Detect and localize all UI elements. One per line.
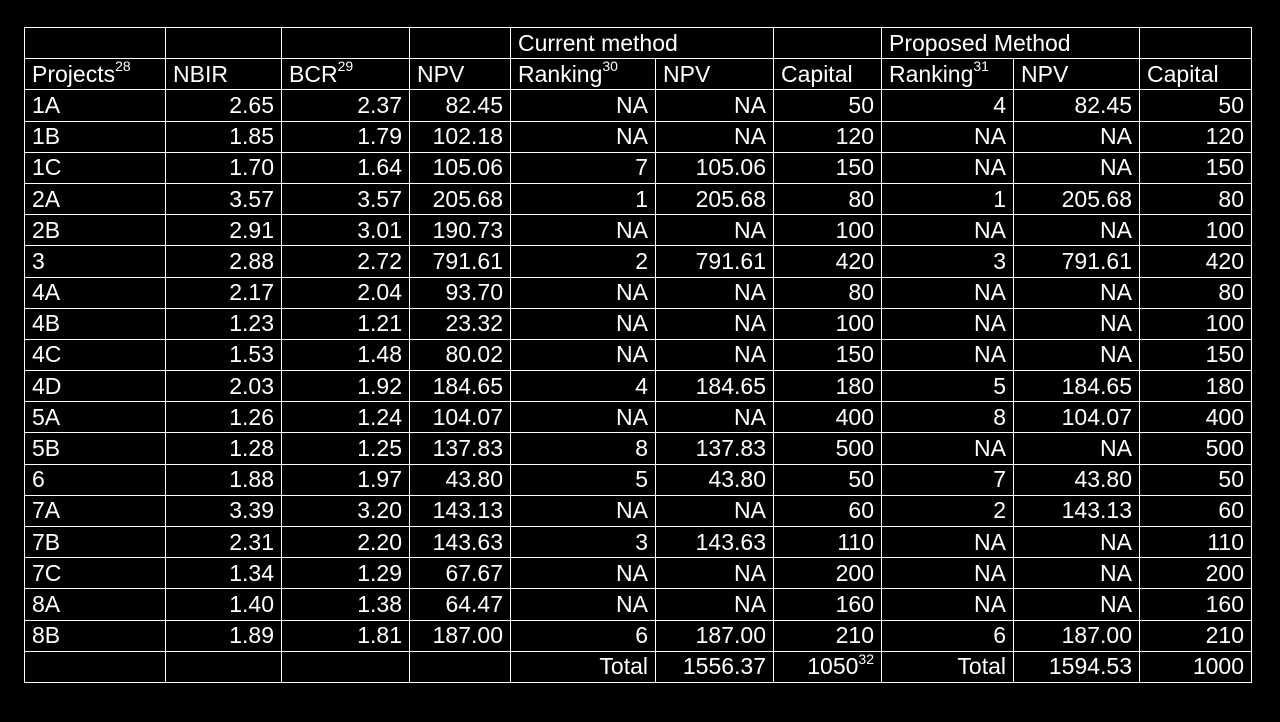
nbir-cell: 1.53 bbox=[166, 339, 282, 370]
bcr-cell: 3.57 bbox=[282, 183, 410, 214]
current-npv-cell: NA bbox=[656, 308, 774, 339]
current-ranking-cell: 8 bbox=[511, 433, 656, 464]
table-row bbox=[25, 121, 1252, 152]
project-cell: 5B bbox=[25, 433, 166, 464]
proposed-ranking-cell: NA bbox=[882, 527, 1014, 558]
proposed-ranking-cell: NA bbox=[882, 215, 1014, 246]
current-ranking-cell: 4 bbox=[511, 371, 656, 402]
proposed-npv-cell: 43.80 bbox=[1014, 464, 1140, 495]
proposed-capital-cell: 400 bbox=[1140, 402, 1252, 433]
projects-header bbox=[25, 59, 166, 90]
proposed-npv-cell: NA bbox=[1014, 277, 1140, 308]
proposed-ranking-cell: 4 bbox=[882, 90, 1014, 121]
proposed-capital-cell: 100 bbox=[1140, 308, 1252, 339]
group-header-row bbox=[25, 28, 1252, 59]
current-total-capital bbox=[774, 651, 882, 682]
proposed-ranking-cell: NA bbox=[882, 589, 1014, 620]
footnote-marker: 28 bbox=[115, 58, 131, 75]
proposed-ranking-cell: 2 bbox=[882, 495, 1014, 526]
npv-cell: 93.70 bbox=[410, 277, 511, 308]
current-npv-cell: 137.83 bbox=[656, 433, 774, 464]
bcr-cell: 1.92 bbox=[282, 371, 410, 402]
proposed-capital-cell: 60 bbox=[1140, 495, 1252, 526]
npv-cell: 205.68 bbox=[410, 183, 511, 214]
project-cell: 5A bbox=[25, 402, 166, 433]
current-npv-cell: 143.63 bbox=[656, 527, 774, 558]
proposed-capital-cell: 110 bbox=[1140, 527, 1252, 558]
current-ranking-cell: NA bbox=[511, 277, 656, 308]
table-row bbox=[25, 308, 1252, 339]
empty-header-cell bbox=[25, 28, 166, 59]
proposed-npv-cell: 104.07 bbox=[1014, 402, 1140, 433]
proposed-capital-cell: 80 bbox=[1140, 277, 1252, 308]
current-capital-cell: 160 bbox=[774, 589, 882, 620]
empty-total-cell bbox=[25, 651, 166, 682]
current-capital-cell: 210 bbox=[774, 620, 882, 651]
npv-cell: 64.47 bbox=[410, 589, 511, 620]
proposed-npv-cell: NA bbox=[1014, 339, 1140, 370]
nbir-cell: 1.28 bbox=[166, 433, 282, 464]
npv-cell: 82.45 bbox=[410, 90, 511, 121]
proposed-npv-cell: NA bbox=[1014, 433, 1140, 464]
current-ranking-cell: 6 bbox=[511, 620, 656, 651]
bcr-cell: 1.97 bbox=[282, 464, 410, 495]
bcr-cell: 1.29 bbox=[282, 558, 410, 589]
proposed-npv-cell: NA bbox=[1014, 121, 1140, 152]
bcr-header bbox=[282, 59, 410, 90]
nbir-cell: 1.85 bbox=[166, 121, 282, 152]
current-ranking-cell: 5 bbox=[511, 464, 656, 495]
nbir-cell: 1.70 bbox=[166, 152, 282, 183]
npv-cell: 23.32 bbox=[410, 308, 511, 339]
nbir-header: NBIR bbox=[166, 59, 282, 90]
current-ranking-cell: NA bbox=[511, 308, 656, 339]
proposed-npv-cell: 82.45 bbox=[1014, 90, 1140, 121]
npv-cell: 184.65 bbox=[410, 371, 511, 402]
project-cell: 4B bbox=[25, 308, 166, 339]
npv-cell: 143.63 bbox=[410, 527, 511, 558]
empty-header-cell bbox=[166, 28, 282, 59]
proposed-ranking-cell: 1 bbox=[882, 183, 1014, 214]
proposed-npv-cell: NA bbox=[1014, 215, 1140, 246]
nbir-cell: 1.34 bbox=[166, 558, 282, 589]
current-ranking-cell: NA bbox=[511, 589, 656, 620]
current-total-npv: 1556.37 bbox=[656, 651, 774, 682]
current-npv-cell: NA bbox=[656, 495, 774, 526]
table-row bbox=[25, 620, 1252, 651]
current-npv-cell: 184.65 bbox=[656, 371, 774, 402]
project-cell: 1A bbox=[25, 90, 166, 121]
table-row bbox=[25, 371, 1252, 402]
npv-cell: 105.06 bbox=[410, 152, 511, 183]
current-capital-header: Capital bbox=[774, 59, 882, 90]
project-cell: 3 bbox=[25, 246, 166, 277]
nbir-cell: 1.40 bbox=[166, 589, 282, 620]
empty-header-cell bbox=[1140, 28, 1252, 59]
proposed-ranking-cell: NA bbox=[882, 152, 1014, 183]
proposed-npv-cell: NA bbox=[1014, 152, 1140, 183]
current-npv-cell: NA bbox=[656, 90, 774, 121]
table-row bbox=[25, 495, 1252, 526]
current-npv-cell: 791.61 bbox=[656, 246, 774, 277]
current-npv-cell: 187.00 bbox=[656, 620, 774, 651]
proposed-capital-cell: 150 bbox=[1140, 152, 1252, 183]
proposed-npv-cell: NA bbox=[1014, 308, 1140, 339]
current-capital-cell: 200 bbox=[774, 558, 882, 589]
proposed-capital-cell: 180 bbox=[1140, 371, 1252, 402]
npv-header: NPV bbox=[410, 59, 511, 90]
proposed-capital-cell: 50 bbox=[1140, 90, 1252, 121]
empty-total-cell bbox=[166, 651, 282, 682]
nbir-cell: 2.03 bbox=[166, 371, 282, 402]
bcr-header-label: BCR bbox=[289, 60, 338, 87]
current-ranking-cell: NA bbox=[511, 495, 656, 526]
current-npv-header: NPV bbox=[656, 59, 774, 90]
bcr-cell: 1.38 bbox=[282, 589, 410, 620]
totals-row bbox=[25, 651, 1252, 682]
proposed-ranking-cell: 3 bbox=[882, 246, 1014, 277]
proposed-ranking-cell: NA bbox=[882, 121, 1014, 152]
nbir-cell: 2.17 bbox=[166, 277, 282, 308]
comparison-table-wrapper bbox=[24, 27, 1252, 683]
table-row bbox=[25, 90, 1252, 121]
nbir-cell: 2.65 bbox=[166, 90, 282, 121]
current-npv-cell: 43.80 bbox=[656, 464, 774, 495]
current-capital-cell: 80 bbox=[774, 277, 882, 308]
proposed-ranking-cell: 6 bbox=[882, 620, 1014, 651]
nbir-cell: 3.57 bbox=[166, 183, 282, 214]
current-npv-cell: NA bbox=[656, 558, 774, 589]
proposed-method-group-header: Proposed Method bbox=[882, 28, 1140, 59]
bcr-cell: 1.25 bbox=[282, 433, 410, 464]
table-row bbox=[25, 215, 1252, 246]
proposed-ranking-cell: NA bbox=[882, 277, 1014, 308]
project-ranking-table bbox=[24, 27, 1252, 683]
empty-header-cell bbox=[410, 28, 511, 59]
empty-total-cell bbox=[410, 651, 511, 682]
current-capital-cell: 150 bbox=[774, 152, 882, 183]
npv-cell: 137.83 bbox=[410, 433, 511, 464]
current-capital-cell: 120 bbox=[774, 121, 882, 152]
table-row bbox=[25, 402, 1252, 433]
proposed-capital-cell: 120 bbox=[1140, 121, 1252, 152]
current-capital-cell: 100 bbox=[774, 308, 882, 339]
projects-header-label: Projects bbox=[32, 60, 116, 87]
npv-cell: 791.61 bbox=[410, 246, 511, 277]
current-npv-cell: NA bbox=[656, 402, 774, 433]
proposed-ranking-cell: NA bbox=[882, 339, 1014, 370]
proposed-capital-cell: 420 bbox=[1140, 246, 1252, 277]
project-cell: 1B bbox=[25, 121, 166, 152]
proposed-ranking-header bbox=[882, 59, 1014, 90]
bcr-cell: 3.01 bbox=[282, 215, 410, 246]
proposed-ranking-cell: 7 bbox=[882, 464, 1014, 495]
npv-cell: 104.07 bbox=[410, 402, 511, 433]
current-ranking-header-label: Ranking bbox=[518, 60, 603, 87]
table-row bbox=[25, 558, 1252, 589]
current-total-label: Total bbox=[511, 651, 656, 682]
npv-cell: 187.00 bbox=[410, 620, 511, 651]
empty-header-cell bbox=[282, 28, 410, 59]
current-capital-cell: 100 bbox=[774, 215, 882, 246]
bcr-cell: 1.79 bbox=[282, 121, 410, 152]
current-ranking-cell: NA bbox=[511, 215, 656, 246]
current-ranking-cell: NA bbox=[511, 402, 656, 433]
current-npv-cell: NA bbox=[656, 339, 774, 370]
bcr-cell: 2.04 bbox=[282, 277, 410, 308]
proposed-capital-cell: 150 bbox=[1140, 339, 1252, 370]
current-ranking-cell: NA bbox=[511, 90, 656, 121]
proposed-ranking-cell: NA bbox=[882, 558, 1014, 589]
column-header-row bbox=[25, 59, 1252, 90]
bcr-cell: 1.24 bbox=[282, 402, 410, 433]
project-cell: 6 bbox=[25, 464, 166, 495]
proposed-capital-header: Capital bbox=[1140, 59, 1252, 90]
table-row bbox=[25, 246, 1252, 277]
npv-cell: 190.73 bbox=[410, 215, 511, 246]
proposed-capital-cell: 100 bbox=[1140, 215, 1252, 246]
npv-cell: 43.80 bbox=[410, 464, 511, 495]
proposed-total-npv: 1594.53 bbox=[1014, 651, 1140, 682]
current-ranking-cell: NA bbox=[511, 339, 656, 370]
project-cell: 2A bbox=[25, 183, 166, 214]
footnote-marker: 31 bbox=[973, 58, 989, 75]
project-cell: 7B bbox=[25, 527, 166, 558]
current-ranking-cell: NA bbox=[511, 558, 656, 589]
npv-cell: 143.13 bbox=[410, 495, 511, 526]
proposed-npv-header: NPV bbox=[1014, 59, 1140, 90]
table-row bbox=[25, 277, 1252, 308]
current-capital-cell: 420 bbox=[774, 246, 882, 277]
proposed-capital-cell: 160 bbox=[1140, 589, 1252, 620]
nbir-cell: 1.23 bbox=[166, 308, 282, 339]
empty-total-cell bbox=[282, 651, 410, 682]
current-total-capital-value: 1050 bbox=[807, 653, 859, 680]
nbir-cell: 2.88 bbox=[166, 246, 282, 277]
table-body bbox=[25, 90, 1252, 683]
proposed-ranking-cell: 5 bbox=[882, 371, 1014, 402]
nbir-cell: 3.39 bbox=[166, 495, 282, 526]
nbir-cell: 2.31 bbox=[166, 527, 282, 558]
current-capital-cell: 60 bbox=[774, 495, 882, 526]
bcr-cell: 1.64 bbox=[282, 152, 410, 183]
current-ranking-header bbox=[511, 59, 656, 90]
table-row bbox=[25, 589, 1252, 620]
proposed-capital-cell: 210 bbox=[1140, 620, 1252, 651]
proposed-npv-cell: NA bbox=[1014, 558, 1140, 589]
footnote-marker: 30 bbox=[602, 58, 618, 75]
bcr-cell: 1.21 bbox=[282, 308, 410, 339]
proposed-npv-cell: NA bbox=[1014, 589, 1140, 620]
table-row bbox=[25, 464, 1252, 495]
footnote-marker: 32 bbox=[858, 651, 874, 667]
current-capital-cell: 500 bbox=[774, 433, 882, 464]
bcr-cell: 3.20 bbox=[282, 495, 410, 526]
proposed-capital-cell: 50 bbox=[1140, 464, 1252, 495]
bcr-cell: 2.72 bbox=[282, 246, 410, 277]
table-row bbox=[25, 433, 1252, 464]
current-ranking-cell: NA bbox=[511, 121, 656, 152]
project-cell: 4A bbox=[25, 277, 166, 308]
current-ranking-cell: 3 bbox=[511, 527, 656, 558]
current-capital-cell: 50 bbox=[774, 90, 882, 121]
current-capital-cell: 50 bbox=[774, 464, 882, 495]
project-cell: 7C bbox=[25, 558, 166, 589]
proposed-npv-cell: 791.61 bbox=[1014, 246, 1140, 277]
proposed-npv-cell: 143.13 bbox=[1014, 495, 1140, 526]
nbir-cell: 1.88 bbox=[166, 464, 282, 495]
project-cell: 8A bbox=[25, 589, 166, 620]
proposed-capital-cell: 500 bbox=[1140, 433, 1252, 464]
current-npv-cell: NA bbox=[656, 215, 774, 246]
current-method-group-header: Current method bbox=[511, 28, 774, 59]
project-cell: 2B bbox=[25, 215, 166, 246]
npv-cell: 102.18 bbox=[410, 121, 511, 152]
bcr-cell: 1.48 bbox=[282, 339, 410, 370]
project-cell: 4C bbox=[25, 339, 166, 370]
proposed-total-label: Total bbox=[882, 651, 1014, 682]
table-row bbox=[25, 339, 1252, 370]
table-row bbox=[25, 152, 1252, 183]
nbir-cell: 1.26 bbox=[166, 402, 282, 433]
proposed-capital-cell: 200 bbox=[1140, 558, 1252, 589]
proposed-ranking-cell: 8 bbox=[882, 402, 1014, 433]
current-npv-cell: 205.68 bbox=[656, 183, 774, 214]
proposed-npv-cell: 187.00 bbox=[1014, 620, 1140, 651]
current-ranking-cell: 1 bbox=[511, 183, 656, 214]
current-npv-cell: NA bbox=[656, 277, 774, 308]
nbir-cell: 1.89 bbox=[166, 620, 282, 651]
current-ranking-cell: 7 bbox=[511, 152, 656, 183]
current-capital-cell: 110 bbox=[774, 527, 882, 558]
proposed-ranking-header-label: Ranking bbox=[889, 60, 974, 87]
current-capital-cell: 180 bbox=[774, 371, 882, 402]
proposed-npv-cell: NA bbox=[1014, 527, 1140, 558]
bcr-cell: 2.20 bbox=[282, 527, 410, 558]
proposed-total-capital: 1000 bbox=[1140, 651, 1252, 682]
current-npv-cell: NA bbox=[656, 589, 774, 620]
current-npv-cell: 105.06 bbox=[656, 152, 774, 183]
npv-cell: 67.67 bbox=[410, 558, 511, 589]
current-npv-cell: NA bbox=[656, 121, 774, 152]
current-ranking-cell: 2 bbox=[511, 246, 656, 277]
proposed-npv-cell: 184.65 bbox=[1014, 371, 1140, 402]
proposed-capital-cell: 80 bbox=[1140, 183, 1252, 214]
current-capital-cell: 400 bbox=[774, 402, 882, 433]
project-cell: 8B bbox=[25, 620, 166, 651]
proposed-ranking-cell: NA bbox=[882, 433, 1014, 464]
table-row bbox=[25, 527, 1252, 558]
npv-cell: 80.02 bbox=[410, 339, 511, 370]
project-cell: 1C bbox=[25, 152, 166, 183]
footnote-marker: 29 bbox=[337, 58, 354, 75]
project-cell: 7A bbox=[25, 495, 166, 526]
project-cell: 4D bbox=[25, 371, 166, 402]
bcr-cell: 2.37 bbox=[282, 90, 410, 121]
nbir-cell: 2.91 bbox=[166, 215, 282, 246]
proposed-ranking-cell: NA bbox=[882, 308, 1014, 339]
proposed-npv-cell: 205.68 bbox=[1014, 183, 1140, 214]
table-row bbox=[25, 183, 1252, 214]
empty-header-cell bbox=[774, 28, 882, 59]
current-capital-cell: 150 bbox=[774, 339, 882, 370]
bcr-cell: 1.81 bbox=[282, 620, 410, 651]
current-capital-cell: 80 bbox=[774, 183, 882, 214]
